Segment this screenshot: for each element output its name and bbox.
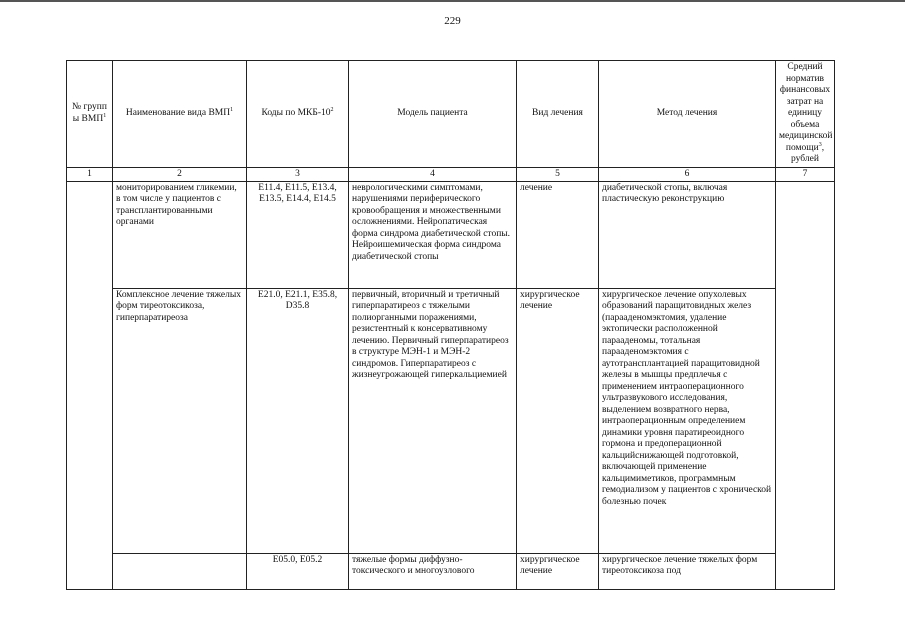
header-treatment-method: Метод лечения: [599, 61, 776, 168]
table-row: [67, 553, 835, 589]
icd-codes-cell: E21.0, E21.1, E35.8, D35.8: [247, 288, 349, 553]
header-average-cost: Средний норматив финансовых затрат на единицу объема медицинской помощи$^3$, рублей: [776, 61, 835, 168]
table-header-row: [67, 61, 835, 168]
group-number-cell: [67, 181, 113, 589]
patient-model-cell: тяжелые формы диффузно-токсического и многоузлового: [349, 553, 517, 589]
treatment-type-cell: хирургическое лечение: [517, 288, 599, 553]
header-group-number: № групп ы ВМП$^1$: [67, 61, 113, 168]
patient-model-cell: первичный, вторичный и третичный гиперпаратиреоз с тяжелыми полиорганными поражениями, резистентный к консервативному лечению. Первичный гиперпаратиреоз в структуре МЭН-1 и МЭН-2 синдромов. Гиперпаратиреоз с жизнеугрожающей гиперкальциемией: [349, 288, 517, 553]
table-row: [67, 181, 835, 288]
patient-model-cell: неврологическими симптомами, нарушениями периферического кровообращения и множественными осложнениями. Нейропатическая форма синдрома диабетической стопы. Нейроишемическая форма синдрома диабетической стопы: [349, 181, 517, 288]
column-number-row: [67, 167, 835, 181]
table-row: [67, 288, 835, 553]
column-number: 4: [349, 167, 517, 181]
header-icd-codes: Коды по МКБ-$10^2$: [247, 61, 349, 168]
treatment-method-cell: диабетической стопы, включая пластическую реконструкцию: [599, 181, 776, 288]
vmp-name-cell: мониторированием гликемии, в том числе у пациентов с трансплантированными органами: [113, 181, 247, 288]
column-number: 2: [113, 167, 247, 181]
page-number: 229: [444, 15, 461, 27]
icd-codes-cell: E05.0, E05.2: [247, 553, 349, 589]
header-vmp-name: Наименование вида ВМП$^1$: [113, 61, 247, 168]
vmp-name-cell: [113, 553, 247, 589]
treatment-method-cell: хирургическое лечение тяжелых форм тиреотоксикоза под: [599, 553, 776, 589]
vmp-name-cell: Комплексное лечение тяжелых форм тиреотоксикоза, гиперпаратиреоза: [113, 288, 247, 553]
header-treatment-type: Вид лечения: [517, 61, 599, 168]
top-border-line: [0, 0, 905, 2]
column-number: 5: [517, 167, 599, 181]
treatment-type-cell: лечение: [517, 181, 599, 288]
average-cost-cell: [776, 181, 835, 589]
treatment-method-cell: хирургическое лечение опухолевых образований паращитовидных желез (парааденомэктомия, удаление эктопически расположенной парааденомы, тотальная парааденомэктомия с аутотрансплантацией паращитовидной железы в мышцы предплечья с применением интраоперационного ультразвукового исследования, выделением возвратного нерва, интраоперационным определением динамики уровня паратиреоидного гормона и предоперационной кальцийснижающей подготовкой, включающей применение кальцимиметиков, программным гемодиализом у пациентов с хронической болезнью почек: [599, 288, 776, 553]
medical-care-table: [66, 60, 835, 590]
icd-codes-cell: E11.4, E11.5, E13.4, E13.5, E14.4, E14.5: [247, 181, 349, 288]
column-number: 3: [247, 167, 349, 181]
column-number: 6: [599, 167, 776, 181]
column-number: 1: [67, 167, 113, 181]
column-number: 7: [776, 167, 835, 181]
treatment-type-cell: хирургическое лечение: [517, 553, 599, 589]
header-patient-model: Модель пациента: [349, 61, 517, 168]
